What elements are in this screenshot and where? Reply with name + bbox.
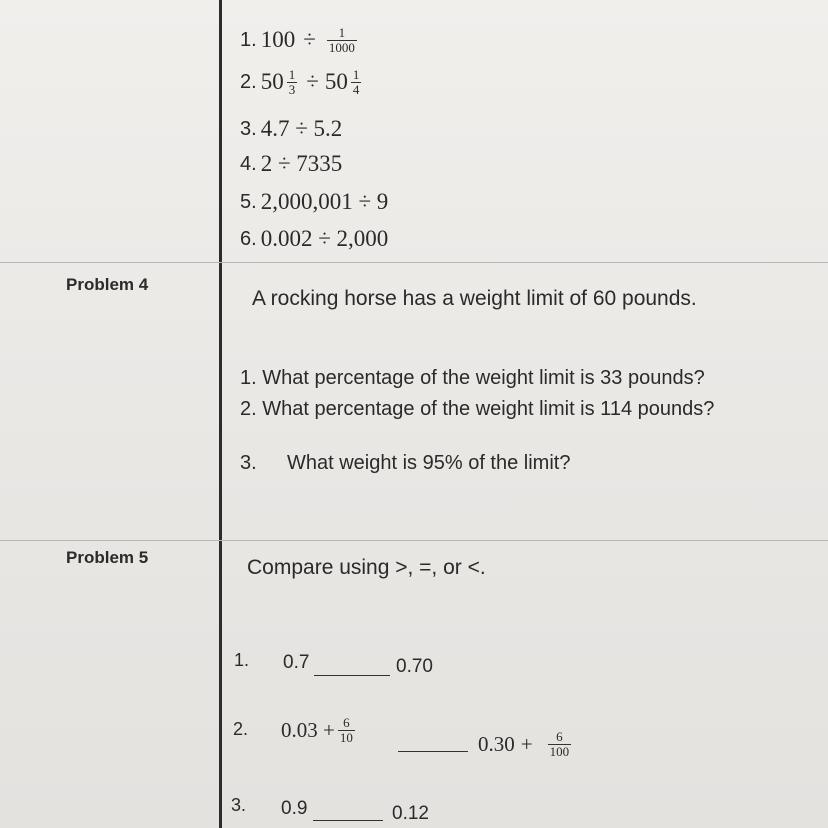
divisor-fraction (327, 26, 357, 54)
fraction-denominator: 100 (549, 743, 570, 759)
division-expression: 2 ÷ 7335 (260, 151, 343, 176)
item-number: 3. (240, 117, 257, 140)
item-number: 1. (240, 28, 257, 51)
item-number: 2. (240, 70, 257, 93)
compare-1-number: 1. (234, 650, 250, 670)
fraction-denominator: 4 (352, 81, 360, 97)
division-item-2 (240, 68, 364, 96)
dividend: 100 (260, 27, 296, 53)
division-expression: 0.002 ÷ 2,000 (260, 226, 389, 251)
problem-5-label: Problem 5 (66, 548, 149, 567)
problem-4-question-2: 2. What percentage of the weight limit is 114 pounds? (240, 398, 715, 420)
compare-3-right: 0.12 (392, 803, 429, 824)
fraction-numerator: 1 (288, 67, 296, 82)
fraction-denominator: 10 (339, 729, 353, 745)
problem-5-intro: Compare using >, =, or <. (247, 556, 486, 579)
division-expression: 4.7 ÷ 5.2 (260, 116, 343, 141)
division-item-5 (240, 189, 388, 215)
compare-2-left-fraction (338, 716, 355, 744)
division-expression: 2,000,001 ÷ 9 (260, 189, 389, 214)
fraction-numerator: 1 (338, 25, 346, 40)
compare-2-right-fraction (548, 730, 572, 758)
column-divider (219, 0, 222, 828)
item-number: 4. (240, 152, 257, 175)
row-divider (0, 262, 828, 263)
mixed-number-fraction (287, 68, 298, 96)
plus-sign: + (520, 731, 533, 756)
problem-4-intro: A rocking horse has a weight limit of 60 pounds. (252, 287, 697, 310)
compare-2-number: 2. (233, 719, 249, 739)
mixed-number-fraction (351, 68, 362, 96)
problem-4-label: Problem 4 (66, 275, 149, 294)
fraction-numerator: 1 (352, 67, 360, 82)
fraction-numerator: 6 (556, 729, 563, 744)
fraction-numerator: 6 (343, 715, 350, 730)
divide-sign: ÷ (306, 69, 319, 95)
mixed-number-whole: 50 (260, 69, 284, 95)
fraction-denominator: 3 (288, 81, 296, 97)
compare-2-answer-blank[interactable] (398, 737, 468, 752)
compare-2-right-expression: 0.30 (478, 731, 515, 756)
division-item-1 (240, 26, 360, 54)
row-divider (0, 540, 828, 541)
divide-sign: ÷ (303, 27, 316, 53)
compare-2-left-expression: 0.03 + (281, 717, 335, 742)
item-number: 6. (240, 227, 257, 250)
item-number: 5. (240, 190, 257, 213)
problem-4-question-3-number: 3. (240, 452, 257, 474)
compare-3-left: 0.9 (281, 798, 308, 819)
compare-1-right: 0.70 (396, 656, 433, 677)
compare-1-answer-blank[interactable] (314, 661, 390, 676)
division-item-4 (240, 151, 342, 177)
division-item-3 (240, 116, 342, 142)
compare-3-number: 3. (231, 795, 247, 815)
compare-2-left (281, 716, 358, 744)
fraction-denominator: 1000 (328, 39, 355, 55)
mixed-number-whole: 50 (324, 69, 348, 95)
problem-4-question-1: 1. What percentage of the weight limit is 33 pounds? (240, 367, 705, 389)
compare-3-answer-blank[interactable] (313, 806, 383, 821)
compare-1-left: 0.7 (283, 652, 310, 673)
compare-2-right (478, 730, 574, 758)
problem-4-question-3: What weight is 95% of the limit? (287, 452, 571, 474)
division-item-6 (240, 226, 388, 252)
